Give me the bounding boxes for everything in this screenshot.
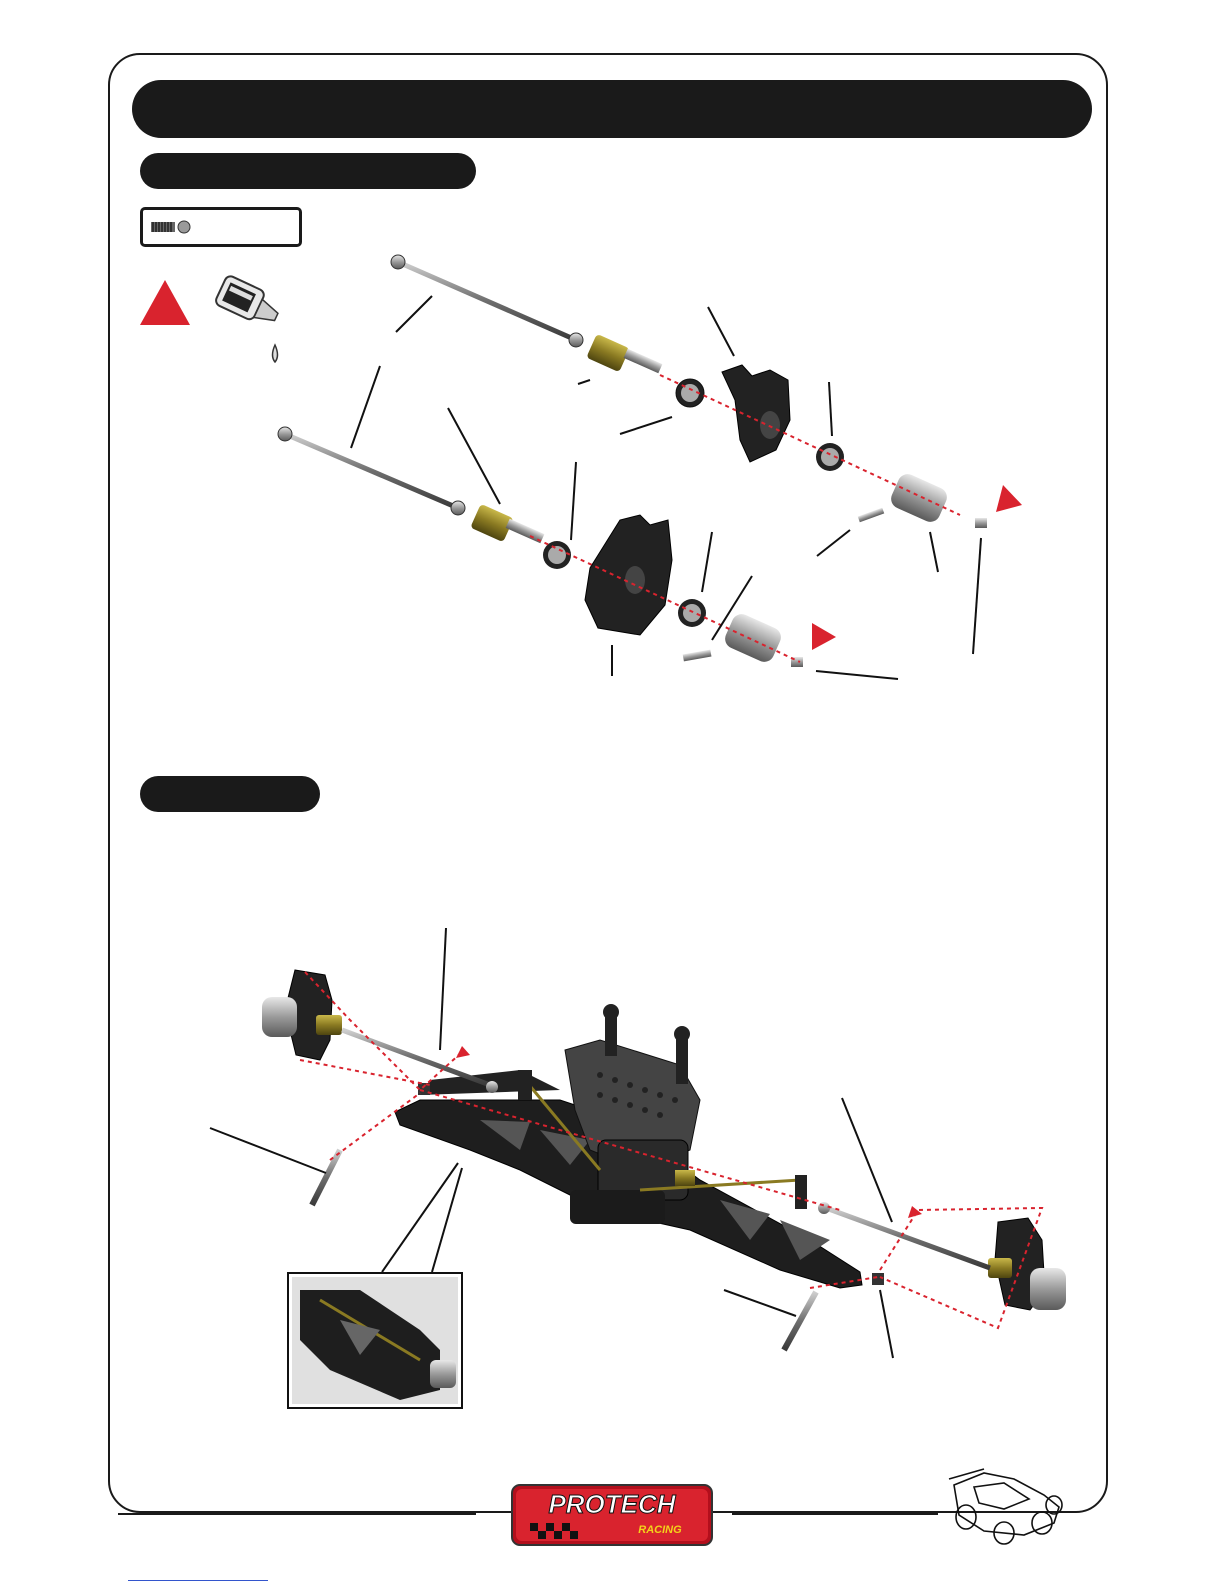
wheel-hub-left <box>262 997 297 1037</box>
set-screw-upper <box>975 518 987 528</box>
svg-text:PROTECH: PROTECH <box>548 1489 676 1519</box>
hinge-pin-right <box>784 1292 816 1350</box>
warning-triangle-upper <box>996 485 1022 512</box>
driveshaft-right <box>826 1208 990 1268</box>
driveshaft-left <box>342 1030 490 1085</box>
hinge-pin-left <box>312 1150 340 1205</box>
detail-inset <box>288 1273 462 1408</box>
warning-triangle-lower <box>812 623 836 650</box>
drive-cup-right <box>988 1258 1012 1278</box>
warning-triangle-icon <box>140 280 190 325</box>
hub-pin-upper <box>858 508 884 523</box>
wheel-hub-right <box>1030 1268 1066 1310</box>
buggy-sketch-icon <box>944 1465 1070 1545</box>
drive-cup-left <box>316 1015 342 1035</box>
drive-cup-lower <box>470 504 513 542</box>
wheel-hub-lower <box>722 611 784 665</box>
thread-lock-bottle-icon <box>214 274 284 362</box>
driveshaft-upper <box>398 262 576 340</box>
callout-lines-upper <box>351 296 981 679</box>
hub-pin-lower <box>683 650 712 662</box>
svg-text:RACING: RACING <box>638 1524 682 1536</box>
upper-exploded-view <box>391 255 1022 528</box>
protech-racing-logo <box>510 1483 714 1547</box>
footer-link-underline <box>128 1580 268 1581</box>
gearbox-mount <box>570 1190 665 1224</box>
drive-cup-upper <box>586 334 629 372</box>
wheel-hub-upper <box>888 471 950 525</box>
hub-carrier-upper <box>722 365 790 462</box>
driveshaft-lower <box>285 434 458 508</box>
lower-exploded-view <box>278 427 836 667</box>
